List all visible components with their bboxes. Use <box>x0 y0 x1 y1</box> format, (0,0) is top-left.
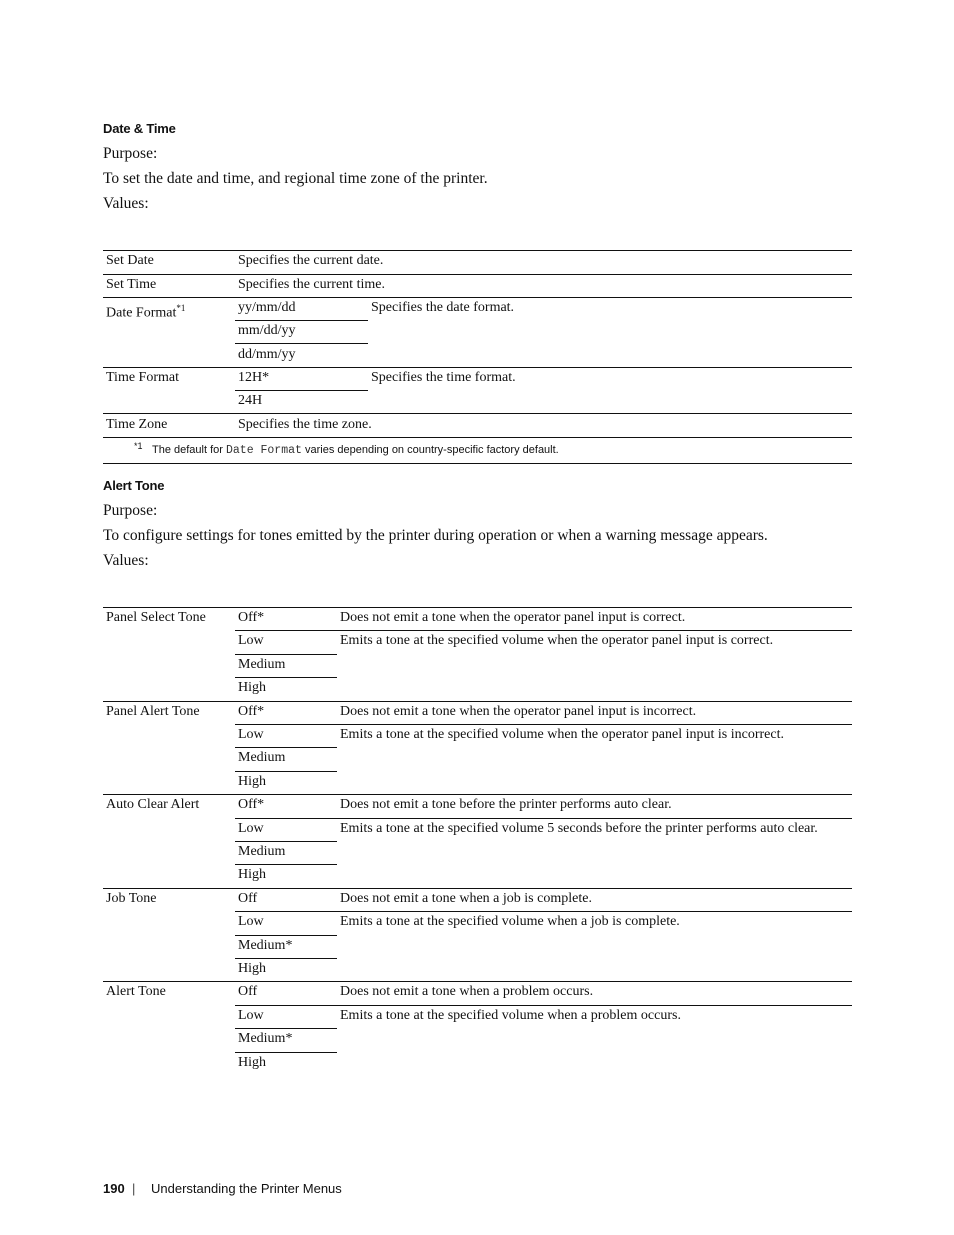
desc-on: Emits a tone at the specified volume 5 seconds before the printer performs auto clear. <box>340 821 818 836</box>
option-label: Off <box>238 984 258 999</box>
footer-section-title: Understanding the Printer Menus <box>151 1181 342 1196</box>
values-label: Values: <box>103 195 149 212</box>
desc-on: Emits a tone at the specified volume when a job is complete. <box>340 914 680 929</box>
option-rule <box>235 630 852 631</box>
table-rule <box>103 413 852 414</box>
table-rule <box>103 701 852 702</box>
section-heading-alert-tone: Alert Tone <box>103 478 165 493</box>
row-desc-time-zone: Specifies the time zone. <box>238 417 372 432</box>
row-name-date-format: Date Format$^{*1}$ <box>106 303 186 321</box>
table-rule <box>103 981 852 982</box>
option-label: Low <box>238 633 264 648</box>
option-rule <box>235 724 852 725</box>
table-rule <box>103 274 852 275</box>
table-rule <box>103 437 852 438</box>
option-mm-dd-yy: mm/dd/yy <box>238 323 296 338</box>
table-rule <box>103 250 852 251</box>
table-rule <box>103 607 852 608</box>
option-label: High <box>238 774 266 789</box>
option-rule <box>235 390 368 391</box>
option-rule <box>235 958 337 959</box>
option-label: Off* <box>238 704 265 719</box>
option-label: Off* <box>238 610 265 625</box>
option-label: Low <box>238 1008 264 1023</box>
footnote-text: The default for Date Format varies depending on country-specific factory default. <box>152 444 559 457</box>
table-rule <box>103 367 852 368</box>
footer-separator: | <box>132 1181 136 1196</box>
desc-on: Emits a tone at the specified volume when a problem occurs. <box>340 1008 681 1023</box>
desc-on: Emits a tone at the specified volume when the operator panel input is correct. <box>340 633 774 648</box>
option-label: High <box>238 680 266 695</box>
option-rule <box>235 771 337 772</box>
table-rule <box>103 463 852 464</box>
desc-on: Emits a tone at the specified volume when the operator panel input is incorrect. <box>340 727 784 742</box>
option-rule <box>235 677 337 678</box>
option-rule <box>235 864 337 865</box>
purpose-text: To set the date and time, and regional time zone of the printer. <box>103 170 488 187</box>
table-rule <box>103 297 852 298</box>
option-rule <box>235 841 337 842</box>
option-rule <box>235 1028 337 1029</box>
option-rule <box>235 1005 852 1006</box>
option-rule <box>235 818 852 819</box>
purpose-text: To configure settings for tones emitted by the printer during operation or when a warning message appears. <box>103 527 768 544</box>
row-name-time-zone: Time Zone <box>106 417 168 432</box>
option-rule <box>235 1052 337 1053</box>
row-desc-set-time: Specifies the current time. <box>238 277 385 292</box>
row-name-time-format: Time Format <box>106 370 179 385</box>
option-rule <box>235 747 337 748</box>
option-dd-mm-yy: dd/mm/yy <box>238 347 296 362</box>
option-label: Medium <box>238 657 286 672</box>
option-label: Low <box>238 914 264 929</box>
row-desc-set-date: Specifies the current date. <box>238 253 384 268</box>
table-rule <box>103 794 852 795</box>
option-label: High <box>238 867 266 882</box>
desc-off: Does not emit a tone before the printer performs auto clear. <box>340 797 672 812</box>
desc-off: Does not emit a tone when the operator panel input is incorrect. <box>340 704 697 719</box>
option-12h: 12H* <box>238 370 270 385</box>
group-name: Auto Clear Alert <box>106 797 200 812</box>
group-name: Panel Alert Tone <box>106 704 200 719</box>
section-heading-date-time: Date & Time <box>103 121 176 136</box>
option-label: Medium* <box>238 938 293 953</box>
row-desc-date-format: Specifies the date format. <box>371 300 515 315</box>
table-rule <box>103 888 852 889</box>
option-yy-mm-dd: yy/mm/dd <box>238 300 296 315</box>
group-name: Alert Tone <box>106 984 166 999</box>
option-label: Off <box>238 891 258 906</box>
option-label: Medium* <box>238 1031 293 1046</box>
row-name-set-time: Set Time <box>106 277 157 292</box>
desc-off: Does not emit a tone when a job is complete. <box>340 891 592 906</box>
option-label: Low <box>238 821 264 836</box>
option-rule <box>235 320 368 321</box>
purpose-label: Purpose: <box>103 502 158 519</box>
desc-off: Does not emit a tone when a problem occurs. <box>340 984 594 999</box>
option-label: Medium <box>238 844 286 859</box>
option-label: Off* <box>238 797 265 812</box>
row-desc-time-format: Specifies the time format. <box>371 370 516 385</box>
group-name: Job Tone <box>106 891 157 906</box>
group-name: Panel Select Tone <box>106 610 206 625</box>
values-label: Values: <box>103 552 149 569</box>
option-rule <box>235 654 337 655</box>
option-rule <box>235 343 368 344</box>
option-rule <box>235 911 852 912</box>
footnote-mark: *1 <box>134 441 143 451</box>
option-label: High <box>238 961 266 976</box>
option-rule <box>235 935 337 936</box>
page-number: 190 <box>103 1181 125 1196</box>
option-label: High <box>238 1055 266 1070</box>
purpose-label: Purpose: <box>103 145 158 162</box>
option-label: Low <box>238 727 264 742</box>
option-label: Medium <box>238 750 286 765</box>
row-name-set-date: Set Date <box>106 253 154 268</box>
option-24h: 24H <box>238 393 263 408</box>
desc-off: Does not emit a tone when the operator panel input is correct. <box>340 610 686 625</box>
